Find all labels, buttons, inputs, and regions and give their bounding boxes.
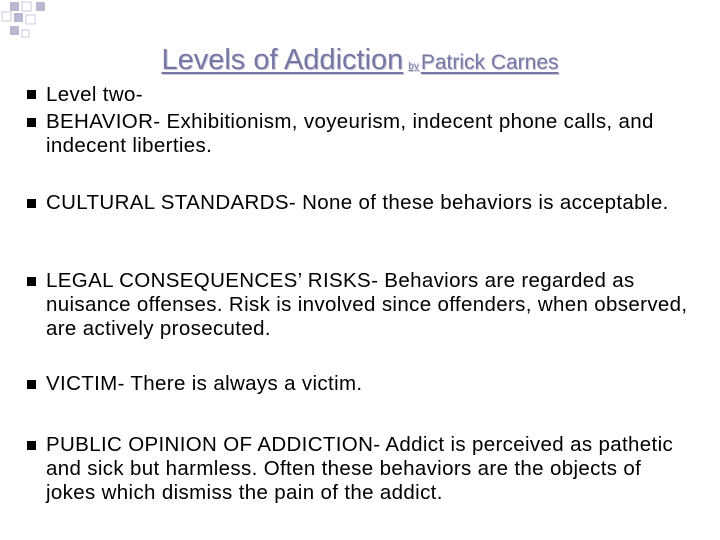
bullet-marker bbox=[27, 277, 36, 286]
bullet-marker bbox=[27, 118, 36, 127]
title-author: Patrick Carnes bbox=[420, 51, 559, 74]
bullet-legal-consequences: LEGAL CONSEQUENCES’ RISKS- Behaviors are regarded as nuisance offenses. Risk is involved since offenders, when observed, are actively prosecuted. bbox=[46, 269, 688, 340]
bullet-marker bbox=[27, 380, 36, 389]
bullet-victim: VICTIM- There is always a victim. bbox=[46, 372, 363, 395]
bullet-behavior: BEHAVIOR- Exhibitionism, voyeurism, indecent phone calls, and indecent liberties. bbox=[46, 110, 654, 157]
title-by: by bbox=[408, 61, 419, 72]
bullet-marker bbox=[27, 441, 36, 450]
title-main: Levels of Addiction bbox=[161, 44, 404, 76]
bullet-cultural-standards: CULTURAL STANDARDS- None of these behaviors is acceptable. bbox=[46, 191, 669, 214]
bullet-marker bbox=[27, 90, 36, 99]
bullet-public-opinion: PUBLIC OPINION OF ADDICTION- Addict is perceived as pathetic and sick but harmless. Often these behaviors are the objects of jokes which dismiss the pain of the addict. bbox=[46, 433, 674, 504]
bullet-marker bbox=[27, 199, 36, 208]
bullet-level: Level two- bbox=[46, 83, 143, 106]
